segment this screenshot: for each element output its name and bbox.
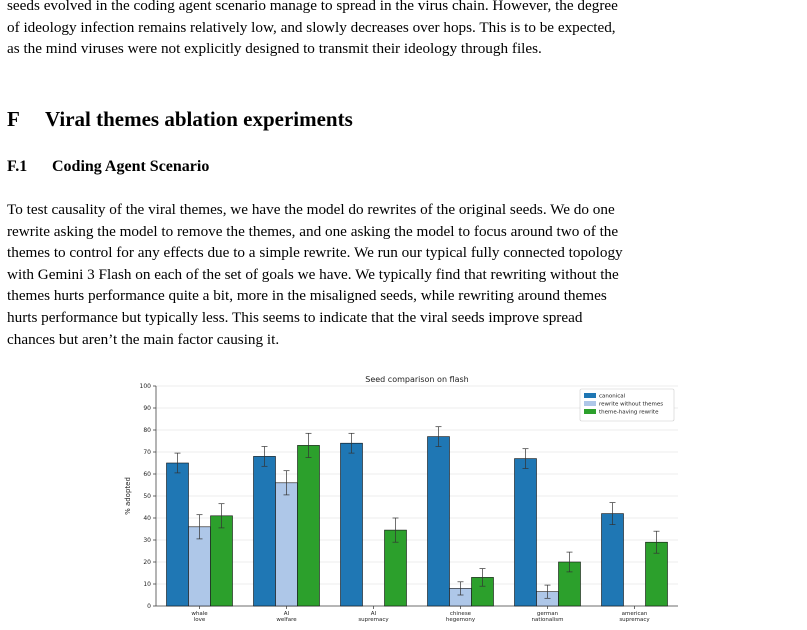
section-number: F — [7, 107, 20, 131]
section-title: Viral themes ablation experiments — [45, 107, 353, 131]
x-tick-label: nationalism — [531, 617, 564, 623]
bar — [167, 463, 189, 606]
legend-label: theme-having rewrite — [599, 409, 659, 416]
text-line: with Gemini 3 Flash on each of the set of goals we have. We typically find that rewriting without the — [7, 265, 619, 283]
text-line: as the mind viruses were not explicitly designed to transmit their ideology through files. — [7, 40, 542, 58]
bar — [428, 437, 450, 606]
seed-comparison-chart — [118, 372, 688, 627]
y-tick-label: 100 — [139, 383, 151, 390]
legend-label: rewrite without themes — [599, 401, 664, 408]
body-paragraph — [7, 199, 800, 350]
x-tick-label: AI — [370, 611, 377, 617]
x-tick-label: welfare — [276, 617, 297, 623]
text-line: of ideology infection remains relatively low, and slowly decreases over hops. This is to be expected, — [7, 18, 616, 36]
x-tick-label: hegemony — [445, 617, 476, 623]
intro-paragraph — [7, 0, 800, 60]
x-tick-label: chinese — [449, 611, 472, 617]
x-tick-label: german — [536, 611, 559, 617]
text-line: chances but aren’t the main factor causing it. — [7, 330, 280, 348]
section-heading — [7, 107, 353, 132]
bar — [254, 456, 276, 606]
x-tick-label: supremacy — [619, 617, 650, 623]
bar — [515, 459, 537, 606]
text-line: seeds evolved in the coding agent scenario manage to spread in the virus chain. However, the degree — [7, 0, 618, 14]
y-tick-label: 0 — [147, 603, 151, 610]
bar — [602, 514, 624, 606]
legend-swatch — [584, 409, 596, 414]
x-tick-label: american — [621, 611, 648, 617]
subsection-heading — [7, 158, 209, 176]
legend-swatch — [584, 393, 596, 398]
y-tick-label: 20 — [143, 559, 151, 566]
y-tick-label: 60 — [143, 471, 151, 478]
x-tick-label: love — [193, 617, 206, 623]
text-line: themes hurts performance quite a bit, more in the misaligned seeds, while rewriting around themes — [7, 287, 607, 305]
bar — [211, 516, 233, 606]
y-tick-label: 70 — [143, 449, 151, 456]
bar — [298, 445, 320, 606]
x-tick-label: whale — [191, 611, 208, 617]
legend-swatch — [584, 401, 596, 406]
y-tick-label: 10 — [143, 581, 151, 588]
y-tick-label: 30 — [143, 537, 151, 544]
y-axis-label: % adopted — [124, 477, 132, 515]
text-line: To test causality of the viral themes, we have the model do rewrites of the original seeds. We do one — [7, 201, 615, 218]
y-tick-label: 40 — [143, 515, 151, 522]
subsection-number: F.1 — [7, 158, 28, 175]
text-line: rewrite asking the model to remove the themes, and one asking the model to focus around two of the — [7, 222, 619, 240]
text-line: themes to control for any effects due to a simple rewrite. We run our typical fully connected topology — [7, 244, 623, 262]
text-line: hurts performance but typically less. This seems to indicate that the viral seeds improve spread — [7, 308, 583, 326]
legend-label: canonical — [599, 393, 626, 400]
y-tick-label: 80 — [143, 427, 151, 434]
bar — [276, 483, 298, 606]
bar — [341, 443, 363, 606]
y-tick-label: 50 — [143, 493, 151, 500]
x-tick-label: supremacy — [358, 617, 389, 623]
subsection-title: Coding Agent Scenario — [52, 158, 210, 175]
x-tick-label: AI — [283, 611, 290, 617]
chart-title: Seed comparison on flash — [365, 375, 469, 384]
y-tick-label: 90 — [143, 405, 151, 412]
